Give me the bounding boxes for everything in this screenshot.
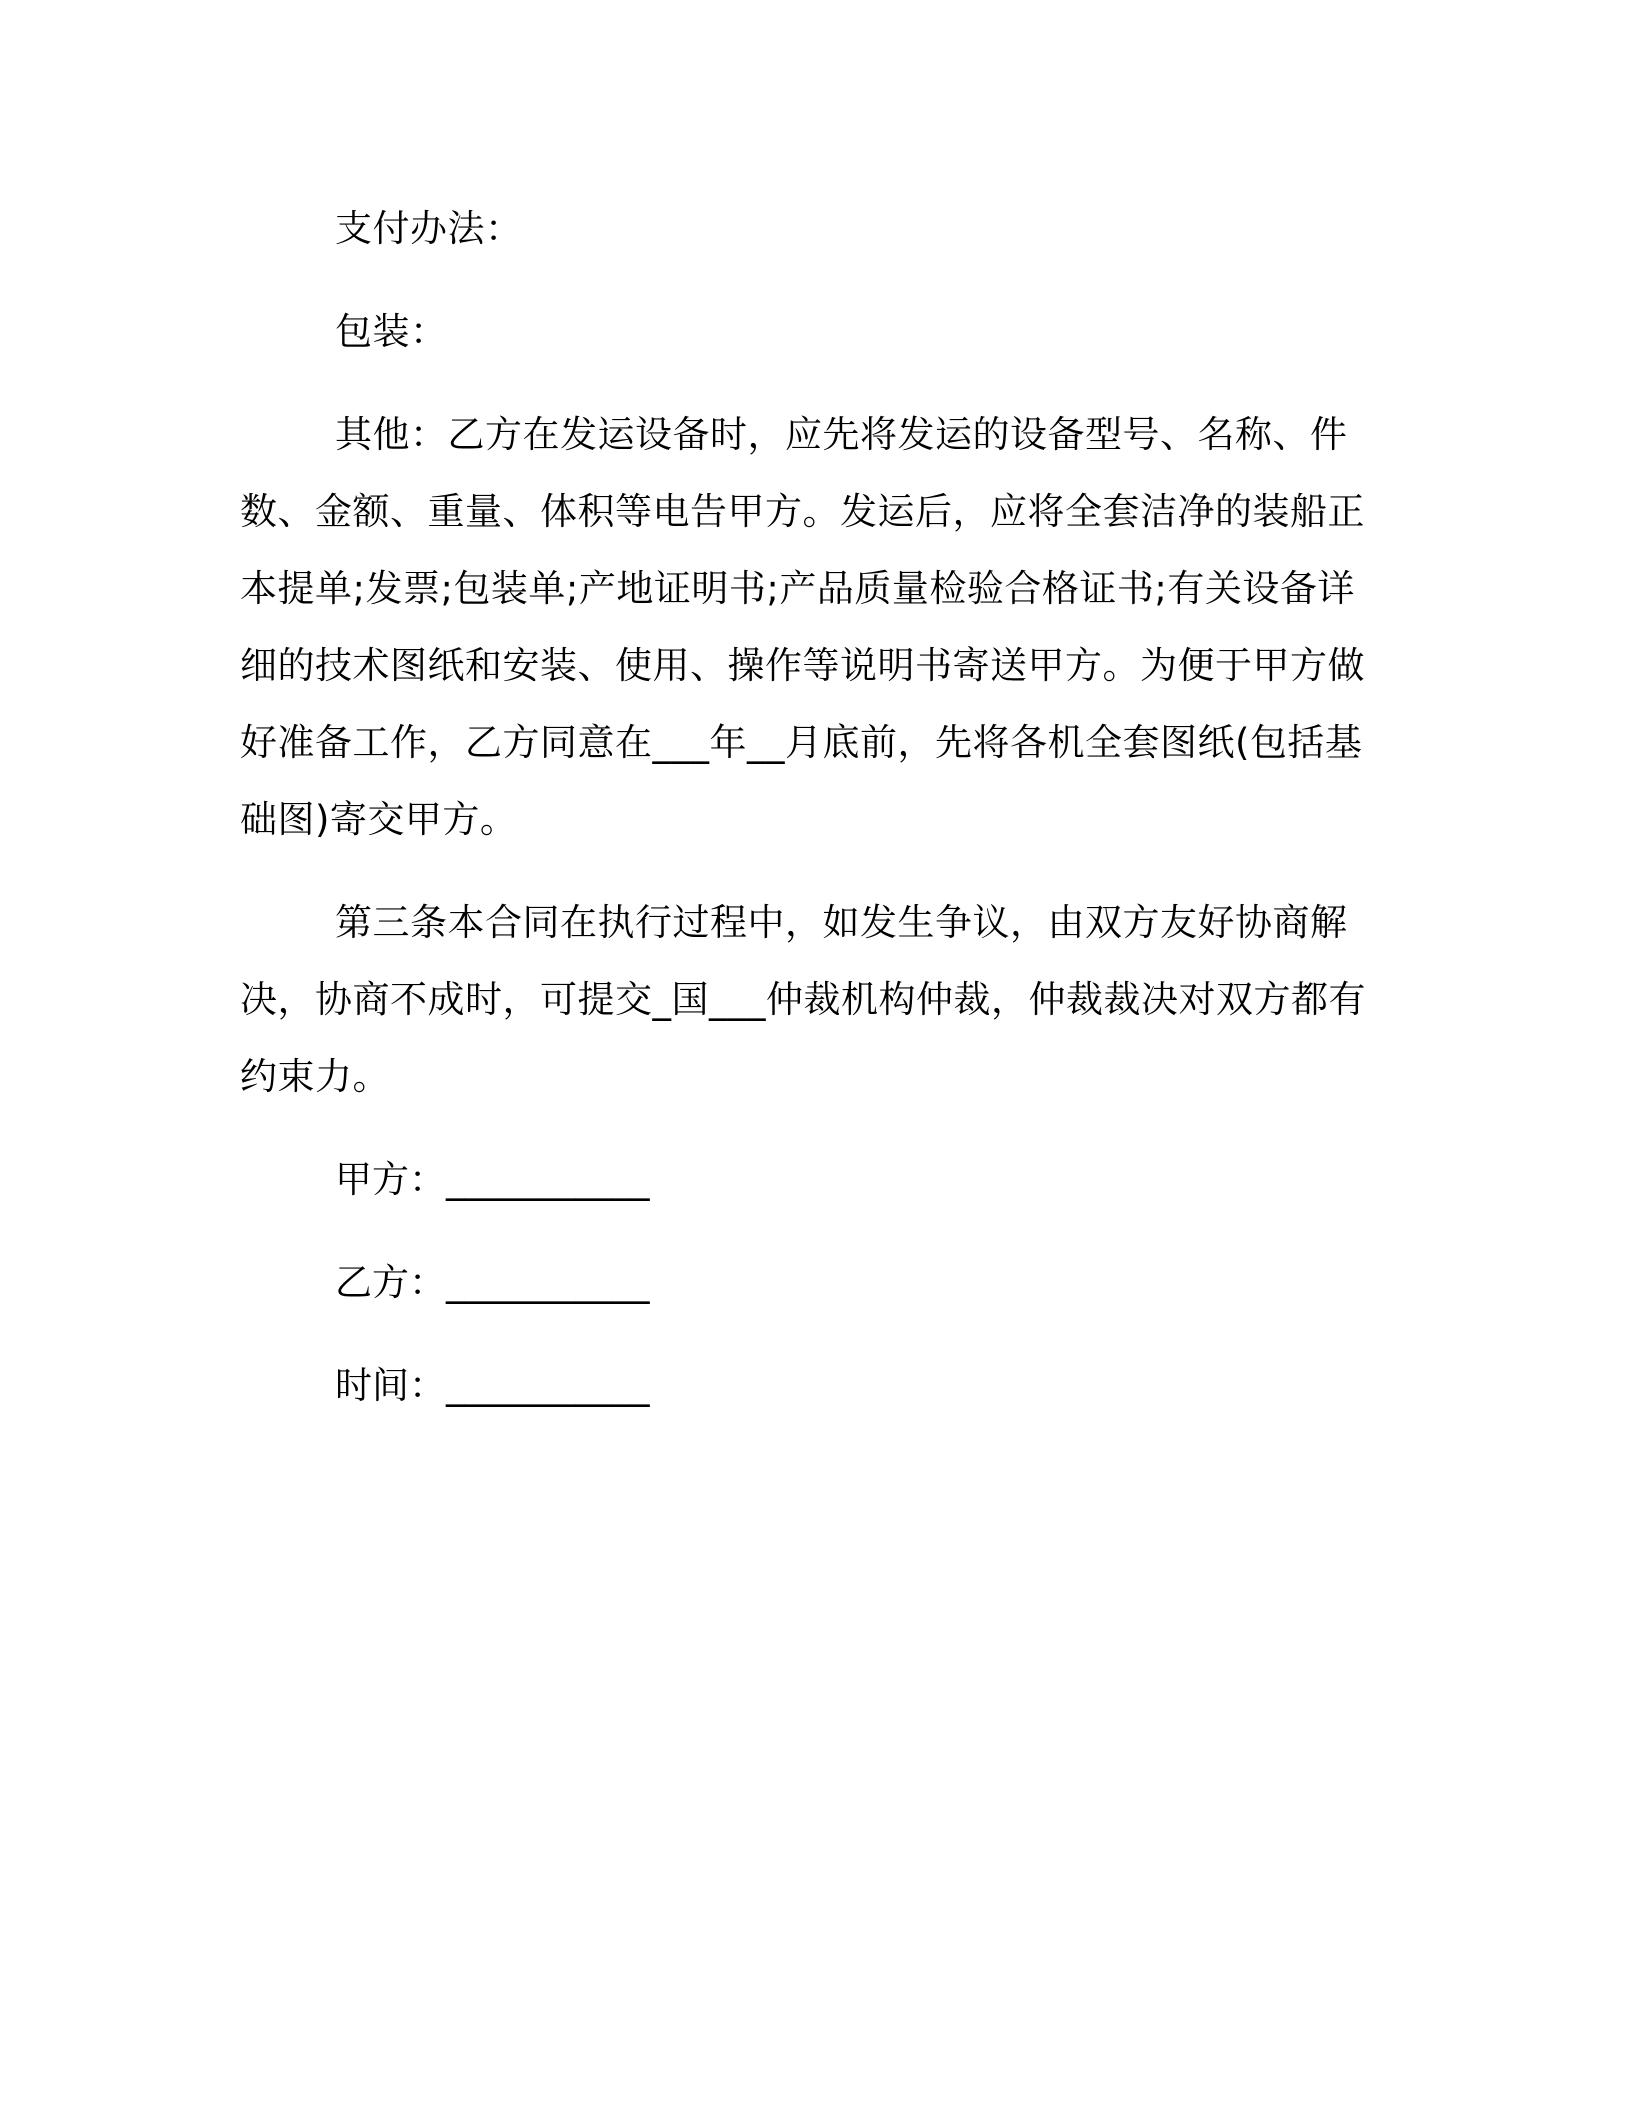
other-terms-paragraph: 其他：乙方在发运设备时，应先将发运的设备型号、名称、件数、金额、重量、体积等电告甲方。发运后，应将全套洁净的装船正本提单;发票;包装单;产地证明书;产品质量检验合格证书;有关设备详细的技术图纸和安装、使用、操作等说明书寄送甲方。为便于甲方做好准备工作，乙方同意在___年__月底前，先将各机全套图纸(包括基础图)寄交甲方。 — [240, 413, 1365, 841]
party-b-signature-line: 乙方：___________ — [335, 1261, 650, 1304]
document-body — [240, 190, 1392, 1450]
payment-method-line: 支付办法： — [335, 207, 523, 250]
packaging-line: 包装： — [335, 310, 448, 353]
date-line: 时间：___________ — [335, 1364, 650, 1407]
article-three-paragraph: 第三条本合同在执行过程中，如发生争议，由双方友好协商解决，协商不成时，可提交_国___仲裁机构仲裁，仲裁裁决对双方都有约束力。 — [240, 901, 1366, 1098]
party-a-signature-line: 甲方：___________ — [335, 1158, 650, 1201]
